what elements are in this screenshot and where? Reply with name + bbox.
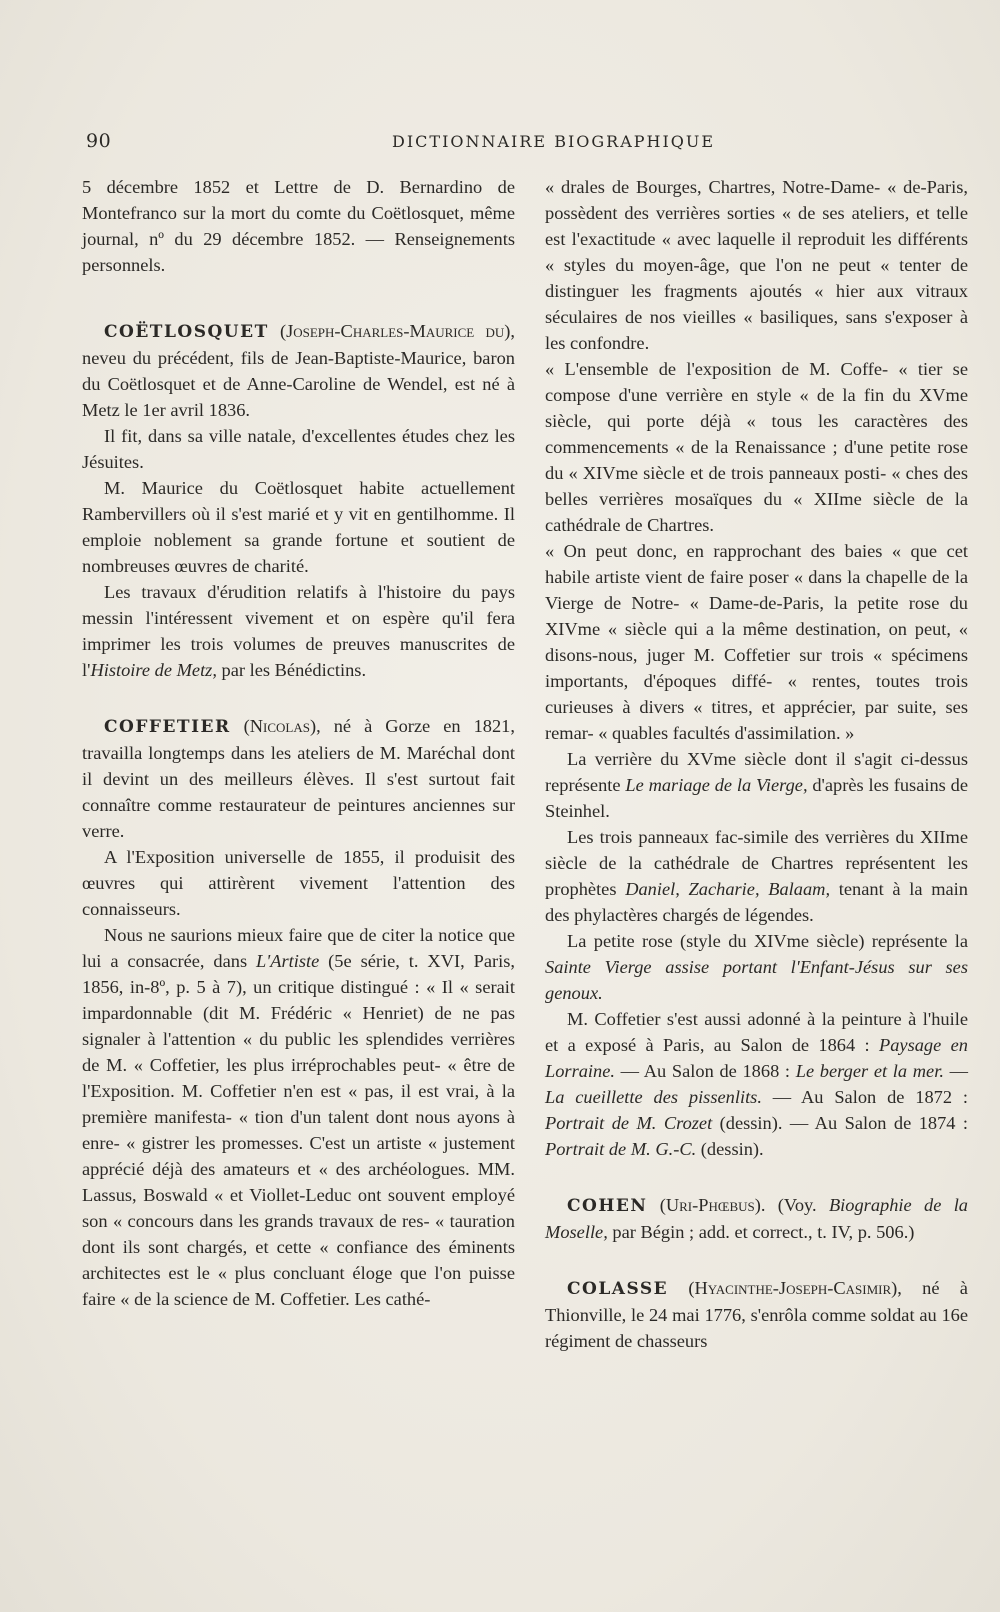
entry-text: , né à Thionville, le 24 mai 1776, s'enrôla comme soldat au 16e régiment de chasseurs <box>545 1278 968 1351</box>
entry-headword: COËTLOSQUET <box>104 322 269 342</box>
text: Les travaux d'érudition relatifs à l'histoire du pays messin l'intéressent vivement et on espère qu'il fera imprimer les trois volumes de preuves manuscrites de l' <box>82 582 515 680</box>
italic-title: L'Artiste <box>256 951 320 971</box>
italic-title: La cueillette des pissenlits. <box>545 1087 762 1107</box>
entry-name: (Joseph-Charles-Maurice du) <box>279 321 511 341</box>
text: . (Voy. <box>760 1195 829 1215</box>
paragraph-continuation <box>82 174 515 278</box>
text: « drales de Bourges, Chartres, Notre-Dame- « de-Paris, possèdent des verrières sorties « de ses ateliers, et telle est l'exactitude « avec laquelle il reproduit les différents « styles du moyen-âge, que l'on ne peut « tenter de distinguer les fragments ajoutés « hier aux vitraux séculaires de nos vieilles « basiliques, sans s'exposer à les confondre. <box>545 177 968 353</box>
paragraph <box>545 746 968 824</box>
entry-name: (Hyacinthe-Joseph-Casimir) <box>688 1278 898 1298</box>
italic-title: Biographie de la Moselle, <box>545 1195 968 1242</box>
italic-title: Paysage en Lorraine. <box>545 1035 968 1081</box>
paragraph <box>82 922 515 1312</box>
italic-title: Sainte Vierge assise portant l'Enfant-Jésus sur ses genoux. <box>545 957 968 1003</box>
italic-title: Portrait de M. G.-C. <box>545 1139 697 1159</box>
entry-headword: COLASSE <box>567 1279 669 1299</box>
text: — Au Salon de 1872 : <box>761 1087 969 1107</box>
text: M. Maurice du Coëtlosquet habite actuellement Rambervillers où il s'est marié et y vit en gentilhomme. Il emploie noblement sa grande fortune et soutient de nombreuses œuvres de charité. <box>82 478 515 576</box>
page-number: 90 <box>86 130 112 152</box>
entry-name: (Uri-Phœbus) <box>659 1195 761 1215</box>
paragraph <box>82 423 515 475</box>
text: — <box>943 1061 968 1081</box>
entry-headword: COHEN <box>567 1196 648 1216</box>
text: Nous ne saurions mieux faire que de citer la notice que lui a consacrée, dans <box>82 925 515 971</box>
text: (dessin). — Au Salon de 1874 : <box>712 1113 969 1133</box>
left-column <box>82 174 515 1312</box>
text: — Au Salon de 1868 : <box>615 1061 796 1081</box>
page-header <box>82 130 962 156</box>
text: (5e série, t. XVI, Paris, 1856, in-8º, p. 5 à 7), un critique distingué : « Il « serait impardonnable (dit M. Frédéric « Henriet) de ne pas signaler à l'attention « du public les splendides verrières de M. « Coffetier, les plus irréprochables peut- « être de l'Exposition. M. Coffetier n'en est « pas, il est vrai, à la première manifesta- « tion d'un talent dont nous ayons à enre- « gistrer les promesses. C'est un artiste « justement apprécié déjà des amateurs et « des archéologues. MM. Lassus, Boswald « et Viollet-Leduc ont souvent employé son « concours dans les grands travaux de res- « tauration dont ils sont chargés, et cette « confiance des éminents architectes est le « plus concluant éloge que l'on puisse faire « de la science de M. Coffetier. Les cathé- <box>82 951 516 1309</box>
text: par les Bénédictins. <box>216 660 367 680</box>
entry-colasse <box>545 1275 968 1354</box>
paragraph-quote <box>545 174 968 356</box>
italic-title: Histoire de Metz, <box>90 660 217 680</box>
paragraph-quote <box>545 356 968 538</box>
text: « L'ensemble de l'exposition de M. Coffe- « tier se compose d'une verrière en style « de la fin du XVme siècle, qui porte déjà « tous les caractères des commencements « de la Renaissance ; d'une petite rose du « XIVme siècle et de trois panneaux posti- « ches des belles verrières mosaïques du « XIIme siècle de la cathédrale de Chartres. <box>545 359 968 535</box>
text: Les trois panneaux fac-simile des verrières du XIIme siècle de la cathédrale de Chartres représentent les prophètes <box>545 827 968 899</box>
text: La petite rose (style du XIVme siècle) représente la <box>567 931 968 951</box>
entry-coetlosquet <box>82 318 515 423</box>
text: (dessin). <box>696 1139 764 1159</box>
entry-headword: COFFETIER <box>104 717 231 737</box>
entry-text: , neveu du précédent, fils de Jean-Baptiste-Maurice, baron du Coëtlosquet et de Anne-Caroline de Wendel, est né à Metz le 1er avril 1836. <box>82 321 515 420</box>
text: tenant à la main des phylactères chargés de légendes. <box>545 879 968 925</box>
text: La verrière du XVme siècle dont il s'agit ci-dessus représente <box>545 749 968 795</box>
entry-name: (Nicolas) <box>243 716 317 736</box>
italic-title: Daniel, Zacharie, Balaam, <box>625 879 831 899</box>
right-column <box>545 174 968 1354</box>
text: « On peut donc, en rapprochant des baies « que cet habile artiste vient de faire poser « dans la chapelle de la Vierge de Notre- « Dame-de-Paris, la petite rose du XIVme « siècle qui a la même destination, on peut, « disons-nous, juger M. Coffetier sur trois « spécimens importants, d'époques diffé- « rentes, toutes trois curieuses à divers « titres, et apprécier, par suite, ses remar- « quables facultés d'assimilation. » <box>545 541 968 743</box>
italic-title: Portrait de M. Crozet <box>545 1113 713 1133</box>
text: 5 décembre 1852 et Lettre de D. Bernardino de Montefranco sur la mort du comte du Coëtlosquet, même journal, nº du 29 décembre 1852. — Renseignements personnels. <box>82 177 515 275</box>
paragraph <box>545 928 968 1006</box>
entry-text: , né à Gorze en 1821, travailla longtemps dans les ateliers de M. Maréchal dont il devint un des meilleurs élèves. Il s'est surtout fait connaître comme restaurateur de peintures anciennes sur verre. <box>82 716 515 841</box>
text: Il fit, dans sa ville natale, d'excellentes études chez les Jésuites. <box>82 426 515 472</box>
italic-title: Le berger et la mer. <box>795 1061 944 1081</box>
text: par Bégin ; add. et correct., t. IV, p. 506.) <box>607 1222 915 1242</box>
text: M. Coffetier s'est aussi adonné à la peinture à l'huile et a exposé à Paris, au Salon de 1864 : <box>545 1009 968 1055</box>
paragraph <box>545 824 968 928</box>
paragraph <box>82 579 515 683</box>
italic-title: Le mariage de la Vierge, <box>625 775 808 795</box>
paragraph <box>545 1006 968 1162</box>
paragraph <box>82 475 515 579</box>
paragraph-quote <box>545 538 968 746</box>
text: A l'Exposition universelle de 1855, il produisit des œuvres qui attirèrent vivement l'attention des connaisseurs. <box>82 847 515 919</box>
running-title: DICTIONNAIRE BIOGRAPHIQUE <box>392 132 716 151</box>
entry-coffetier <box>82 713 515 844</box>
entry-cohen <box>545 1192 968 1245</box>
paragraph <box>82 844 515 922</box>
text: d'après les fusains de Steinhel. <box>545 775 968 821</box>
